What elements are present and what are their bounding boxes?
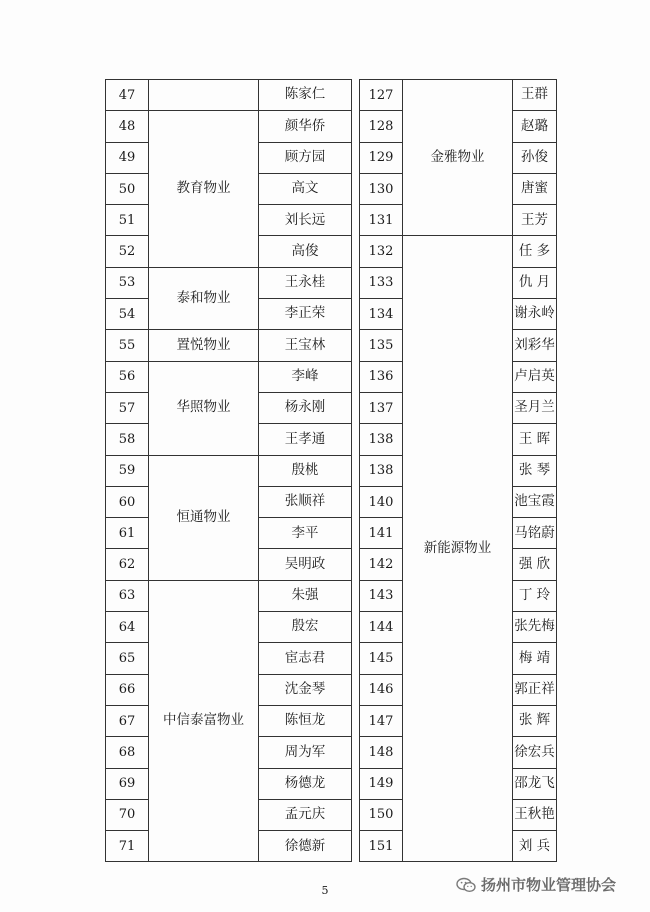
person-name: 王 晖 (513, 424, 557, 455)
person-name: 周为军 (259, 737, 352, 768)
person-name: 刘彩华 (513, 330, 557, 361)
row-number: 128 (360, 111, 403, 142)
person-name: 张 辉 (513, 705, 557, 736)
person-name: 李平 (259, 518, 352, 549)
row-number: 59 (106, 455, 149, 486)
row-number: 148 (360, 737, 403, 768)
company-name: 置悦物业 (149, 330, 259, 361)
person-name: 顾方园 (259, 142, 352, 173)
left-roster-body (106, 80, 352, 862)
person-name: 王群 (513, 80, 557, 111)
company-name: 恒通物业 (149, 455, 259, 580)
person-name: 高文 (259, 173, 352, 204)
person-name: 任 多 (513, 236, 557, 267)
table-row (106, 580, 352, 611)
table-row (106, 267, 352, 298)
row-number: 145 (360, 643, 403, 674)
row-number: 132 (360, 236, 403, 267)
row-number: 127 (360, 80, 403, 111)
table-row (106, 361, 352, 392)
person-name: 张顺祥 (259, 486, 352, 517)
person-name: 杨德龙 (259, 768, 352, 799)
person-name: 王芳 (513, 205, 557, 236)
person-name: 张先梅 (513, 612, 557, 643)
row-number: 142 (360, 549, 403, 580)
person-name: 李峰 (259, 361, 352, 392)
right-roster-table (359, 79, 557, 862)
person-name: 马铭蔚 (513, 518, 557, 549)
person-name: 丁 玲 (513, 580, 557, 611)
person-name: 殷桃 (259, 455, 352, 486)
row-number: 62 (106, 549, 149, 580)
person-name: 王孝通 (259, 424, 352, 455)
company-name: 泰和物业 (149, 267, 259, 330)
person-name: 孟元庆 (259, 799, 352, 830)
person-name: 吴明政 (259, 549, 352, 580)
person-name: 圣月兰 (513, 392, 557, 423)
row-number: 138 (360, 455, 403, 486)
table-row (106, 111, 352, 142)
row-number: 70 (106, 799, 149, 830)
person-name: 徐德新 (259, 831, 352, 862)
person-name: 强 欣 (513, 549, 557, 580)
person-name: 杨永刚 (259, 392, 352, 423)
table-row (106, 455, 352, 486)
person-name: 赵璐 (513, 111, 557, 142)
row-number: 51 (106, 205, 149, 236)
row-number: 61 (106, 518, 149, 549)
person-name: 王宝林 (259, 330, 352, 361)
person-name: 唐蜜 (513, 173, 557, 204)
person-name: 陈家仁 (259, 80, 352, 111)
person-name: 王秋艳 (513, 799, 557, 830)
person-name: 郭正祥 (513, 674, 557, 705)
row-number: 50 (106, 173, 149, 204)
row-number: 144 (360, 612, 403, 643)
row-number: 52 (106, 236, 149, 267)
row-number: 140 (360, 486, 403, 517)
table-row (106, 330, 352, 361)
table-row (360, 236, 557, 267)
person-name: 沈金琴 (259, 674, 352, 705)
left-roster-table (105, 79, 352, 862)
row-number: 143 (360, 580, 403, 611)
row-number: 71 (106, 831, 149, 862)
person-name: 刘 兵 (513, 831, 557, 862)
right-roster-body (360, 80, 557, 862)
row-number: 151 (360, 831, 403, 862)
wechat-icon (456, 877, 476, 893)
company-name: 金雅物业 (403, 80, 513, 236)
company-name: 中信泰富物业 (149, 580, 259, 862)
person-name: 陈恒龙 (259, 705, 352, 736)
row-number: 137 (360, 392, 403, 423)
row-number: 49 (106, 142, 149, 173)
row-number: 53 (106, 267, 149, 298)
row-number: 141 (360, 518, 403, 549)
person-name: 张 琴 (513, 455, 557, 486)
person-name: 徐宏兵 (513, 737, 557, 768)
person-name: 孙俊 (513, 142, 557, 173)
watermark (456, 874, 616, 895)
row-number: 131 (360, 205, 403, 236)
row-number: 64 (106, 612, 149, 643)
company-name: 新能源物业 (403, 236, 513, 862)
row-number: 54 (106, 299, 149, 330)
row-number: 129 (360, 142, 403, 173)
row-number: 66 (106, 674, 149, 705)
row-number: 47 (106, 80, 149, 111)
row-number: 60 (106, 486, 149, 517)
person-name: 殷宏 (259, 612, 352, 643)
page-number: 5 (321, 884, 329, 897)
row-number: 133 (360, 267, 403, 298)
row-number: 65 (106, 643, 149, 674)
row-number: 138 (360, 424, 403, 455)
person-name: 池宝霞 (513, 486, 557, 517)
person-name: 仇 月 (513, 267, 557, 298)
person-name: 朱强 (259, 580, 352, 611)
person-name: 梅 靖 (513, 643, 557, 674)
watermark-text: 扬州市物业管理协会 (481, 876, 617, 894)
row-number: 69 (106, 768, 149, 799)
row-number: 63 (106, 580, 149, 611)
row-number: 67 (106, 705, 149, 736)
row-number: 130 (360, 173, 403, 204)
table-row (360, 80, 557, 111)
row-number: 135 (360, 330, 403, 361)
row-number: 68 (106, 737, 149, 768)
person-name: 李正荣 (259, 299, 352, 330)
person-name: 颜华侨 (259, 111, 352, 142)
person-name: 高俊 (259, 236, 352, 267)
table-row (106, 80, 352, 111)
company-name (149, 80, 259, 111)
row-number: 58 (106, 424, 149, 455)
row-number: 56 (106, 361, 149, 392)
row-number: 57 (106, 392, 149, 423)
person-name: 卢启英 (513, 361, 557, 392)
person-name: 王永桂 (259, 267, 352, 298)
person-name: 邵龙飞 (513, 768, 557, 799)
row-number: 134 (360, 299, 403, 330)
person-name: 谢永岭 (513, 299, 557, 330)
row-number: 55 (106, 330, 149, 361)
company-name: 教育物业 (149, 111, 259, 267)
row-number: 136 (360, 361, 403, 392)
row-number: 149 (360, 768, 403, 799)
row-number: 146 (360, 674, 403, 705)
row-number: 147 (360, 705, 403, 736)
company-name: 华照物业 (149, 361, 259, 455)
row-number: 48 (106, 111, 149, 142)
person-name: 刘长远 (259, 205, 352, 236)
row-number: 150 (360, 799, 403, 830)
person-name: 宦志君 (259, 643, 352, 674)
